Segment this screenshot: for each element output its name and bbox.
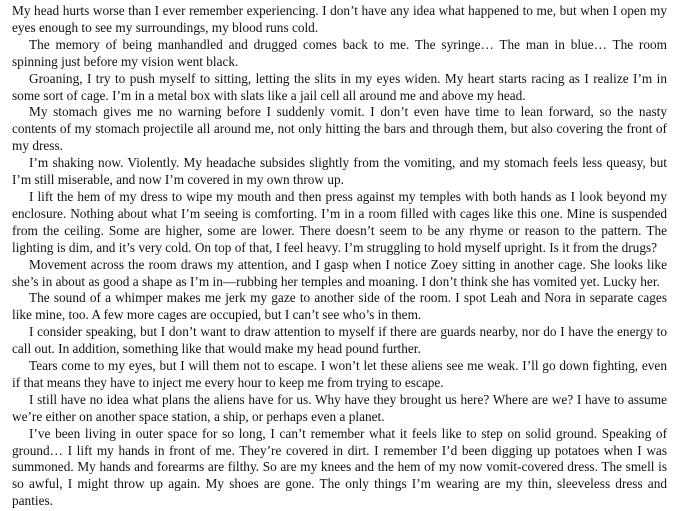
paragraph: I still have no idea what plans the aliens have for us. Why have they brought us here? Where are we? I have to assume we’re either on another space station, a ship, or perhaps even a planet. bbox=[12, 391, 667, 424]
paragraph: Movement across the room draws my attention, and I gasp when I notice Zoey sitting in another cage. She looks like she’s in about as good a shape as I’m in—rubbing her temples and moaning. I don’t think she has vomited yet. Lucky her. bbox=[12, 256, 667, 289]
paragraph: My head hurts worse than I ever remember experiencing. I don’t have any idea what happened to me, but when I open my eyes enough to see my surroundings, my blood runs cold. bbox=[12, 3, 667, 35]
paragraph: My stomach gives me no warning before I suddenly vomit. I don’t even have time to lean forward, so the nasty contents of my stomach projectile all around me, not only hitting the bars and through them, but also covering the front of my dress. bbox=[12, 104, 667, 154]
paragraph: Groaning, I try to push myself to sitting, letting the slits in my eyes widen. My heart starts racing as I realize I’m in some sort of cage. I’m in a metal box with slats like a jail cell all around me and above my head. bbox=[12, 70, 667, 103]
paragraph: The sound of a whimper makes me jerk my gaze to another side of the room. I spot Leah and Nora in separate cages like mine, too. A few more cages are occupied, but I can’t see who’s in them. bbox=[12, 290, 667, 323]
paragraph: I lift the hem of my dress to wipe my mouth and then press against my temples with both hands as I look beyond my enclosure. Nothing about what I’m seeing is comforting. I’m in a room filled with cages like this one. Mine is suspended from the ceiling. Some are higher, some are lower. There doesn’t seem to be any rhyme or reason to the pattern. The lighting is dim, and it’s very cold. On top of that, I feel heavy. I’m struggling to hold myself upright. Is it from the drugs? bbox=[12, 188, 667, 255]
paragraph: Tears come to my eyes, but I will them not to escape. I won’t let these aliens see me weak. I’ll go down fighting, even if that means they have to inject me every hour to keep me from trying to escape. bbox=[12, 358, 667, 390]
paragraph: The memory of being manhandled and drugged comes back to me. The syringe… The man in blue… The room spinning just before my vision went black. bbox=[12, 36, 667, 69]
paragraph: I’ve been living in outer space for so long, I can’t remember what it feels like to step on solid ground. Speaking of ground… I lift my hands in front of me. They’re covered in dirt. I remember I’d been digging up potatoes when I was summoned. My hands and forearms are filthy. So are my knees and the hem of my now vomit-covered dress. The smell is so awful, I might throw up again. My shoes are gone. The only things I’m wearing are my thin, sleeveless dress and panties. bbox=[12, 425, 667, 509]
paragraph: I’m shaking now. Violently. My headache subsides slightly from the vomiting, and my stomach feels less queasy, but I’m still miserable, and now I’m covered in my own throw up. bbox=[12, 155, 667, 188]
paragraph: I consider speaking, but I don’t want to draw attention to myself if there are guards nearby, nor do I have the energy to call out. In addition, something like that would make my head pound further. bbox=[12, 324, 667, 357]
